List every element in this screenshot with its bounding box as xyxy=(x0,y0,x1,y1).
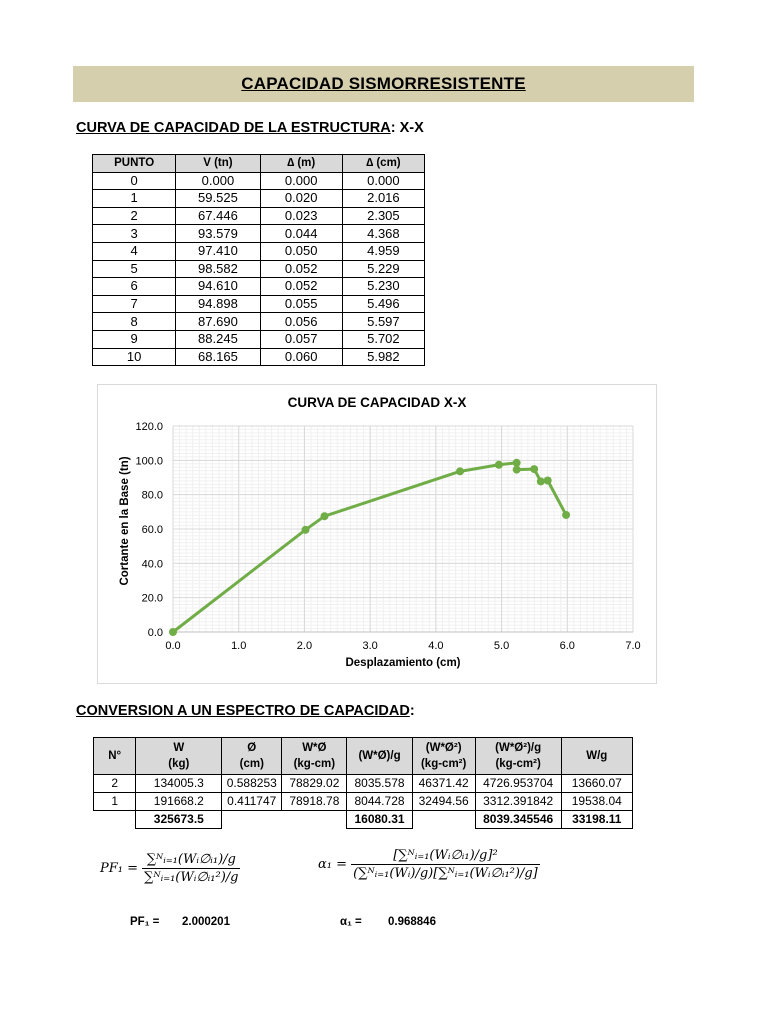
alpha-result-label: α₁ = xyxy=(340,916,362,928)
table-cell: 2 xyxy=(93,207,176,225)
table-cell: 10 xyxy=(93,348,176,366)
y-tick-label: 80.0 xyxy=(141,489,163,502)
table-row xyxy=(93,225,425,243)
title-banner xyxy=(73,66,694,102)
chart-title: CURVA DE CAPACIDAD X-X xyxy=(287,395,467,410)
spectrum-heading xyxy=(76,703,415,719)
x-tick-label: 3.0 xyxy=(362,640,378,652)
y-tick-label: 60.0 xyxy=(141,524,163,536)
table-cell: 0.000 xyxy=(342,172,424,190)
column-header xyxy=(282,738,347,775)
table-row xyxy=(93,348,425,366)
header-line2: (kg-cm) xyxy=(293,758,336,770)
capacity-curve-heading-suffix: : X-X xyxy=(390,120,424,136)
table-row xyxy=(93,190,425,208)
table-cell: 87.690 xyxy=(176,313,260,331)
y-tick-label: 20.0 xyxy=(141,592,163,605)
column-header xyxy=(94,738,136,775)
column-header: V (tn) xyxy=(176,155,260,173)
header-line1: W/g xyxy=(586,750,608,762)
capacity-chart xyxy=(97,384,657,684)
table-cell: 98.582 xyxy=(176,260,260,278)
table-row xyxy=(93,295,425,313)
data-point xyxy=(169,628,177,636)
x-tick-label: 1.0 xyxy=(231,640,247,652)
table-cell: 3 xyxy=(93,225,176,243)
table-cell: 19538.04 xyxy=(561,793,632,811)
table-cell: 97.410 xyxy=(176,242,260,260)
table-cell: 94.898 xyxy=(176,295,260,313)
y-tick-label: 120.0 xyxy=(135,421,163,433)
table-cell: 5.230 xyxy=(342,278,424,296)
table-header-row xyxy=(93,155,425,173)
data-point xyxy=(301,526,309,534)
alpha-formula-lhs: α₁ = xyxy=(318,857,348,872)
table-cell: 88.245 xyxy=(176,330,260,348)
column-header xyxy=(561,738,632,775)
column-header xyxy=(347,738,412,775)
pf-result-label: PF₁ = xyxy=(130,916,160,928)
table-cell: 0.050 xyxy=(260,242,342,260)
header-line2: (kg) xyxy=(168,758,190,770)
table-cell: 5.982 xyxy=(342,348,424,366)
pf-fraction xyxy=(142,852,240,885)
table-cell: 0.000 xyxy=(260,172,342,190)
table-cell: 7 xyxy=(93,295,176,313)
x-axis-label: Desplazamiento (cm) xyxy=(345,657,461,669)
header-line2: (kg-cm²) xyxy=(495,758,541,770)
data-point xyxy=(562,511,570,519)
table-cell: 2.016 xyxy=(342,190,424,208)
table-cell: 0.023 xyxy=(260,207,342,225)
pf-result-value: 2.000201 xyxy=(182,916,230,928)
table-cell: 0.056 xyxy=(260,313,342,331)
table-cell: 191668.2 xyxy=(136,793,222,811)
y-tick-label: 0.0 xyxy=(147,627,163,639)
table-cell: 0.044 xyxy=(260,225,342,243)
table-cell: 0.000 xyxy=(176,172,260,190)
table-cell: 0.057 xyxy=(260,330,342,348)
header-line1: W xyxy=(173,742,185,754)
column-header: PUNTO xyxy=(93,155,176,173)
table-cell: 0.052 xyxy=(260,278,342,296)
table-cell: 8 xyxy=(93,313,176,331)
y-tick-label: 40.0 xyxy=(141,558,163,571)
pf-denominator: ∑ᴺᵢ₌₁(Wᵢ∅ᵢ₁²)/g xyxy=(144,870,239,885)
total-wphi2-g: 8039.345546 xyxy=(475,811,561,829)
table-cell: 1 xyxy=(94,793,136,811)
data-point xyxy=(530,465,538,473)
total-w-g: 33198.11 xyxy=(561,811,632,829)
capacity-table-body xyxy=(93,172,425,366)
table-cell: 8044.728 xyxy=(347,793,412,811)
data-point xyxy=(544,477,552,485)
table-cell: 3312.391842 xyxy=(475,793,561,811)
table-header-row xyxy=(94,738,633,775)
table-row xyxy=(93,278,425,296)
x-tick-label: 0.0 xyxy=(165,640,181,652)
column-header xyxy=(475,738,561,775)
x-tick-label: 7.0 xyxy=(625,640,641,652)
table-cell: 4 xyxy=(93,242,176,260)
data-point xyxy=(513,459,521,467)
capacity-curve-heading-text: CURVA DE CAPACIDAD DE LA ESTRUCTURA xyxy=(76,120,391,136)
data-point xyxy=(537,477,545,485)
table-cell: 2.305 xyxy=(342,207,424,225)
spectrum-table xyxy=(93,737,633,829)
x-tick-label: 5.0 xyxy=(493,640,510,652)
column-header: ∆ (cm) xyxy=(342,155,424,173)
column-header xyxy=(222,738,282,775)
table-cell: 0.588253 xyxy=(222,775,282,793)
table-cell: 5 xyxy=(93,260,176,278)
table-cell: 59.525 xyxy=(176,190,260,208)
y-axis-label: Cortante en la Base (tn) xyxy=(119,456,131,586)
header-line2: (kg-cm²) xyxy=(420,758,467,770)
spectrum-heading-text: CONVERSION A UN ESPECTRO DE CAPACIDAD xyxy=(76,703,410,719)
table-cell: 46371.42 xyxy=(412,775,475,793)
totals-row xyxy=(94,811,633,829)
table-row xyxy=(93,260,425,278)
header-line1: N° xyxy=(108,750,122,762)
table-cell: 94.610 xyxy=(176,278,260,296)
x-tick-label: 4.0 xyxy=(428,640,444,652)
table-cell: 5.496 xyxy=(342,295,424,313)
table-cell: 13660.07 xyxy=(561,775,632,793)
table-cell: 4726.953704 xyxy=(475,775,561,793)
data-point xyxy=(456,467,464,475)
x-tick-label: 2.0 xyxy=(296,640,313,652)
capacity-table xyxy=(92,154,425,366)
data-point xyxy=(495,461,503,469)
alpha-denominator: (∑ᴺᵢ₌₁(Wᵢ)/g)[∑ᴺᵢ₌₁(Wᵢ∅ᵢ₁²)/g] xyxy=(353,866,538,881)
capacity-chart-svg xyxy=(98,385,656,683)
empty-cell xyxy=(282,811,347,829)
table-cell: 0.020 xyxy=(260,190,342,208)
header-line1: Ø xyxy=(247,742,257,754)
table-cell: 4.368 xyxy=(342,225,424,243)
alpha-result-value: 0.968846 xyxy=(388,916,436,928)
table-cell: 5.229 xyxy=(342,260,424,278)
capacity-curve-heading xyxy=(76,120,424,136)
table-cell: 2 xyxy=(94,775,136,793)
alpha-formula xyxy=(318,848,540,881)
table-cell: 0 xyxy=(93,172,176,190)
empty-cell xyxy=(94,811,136,829)
table-cell: 93.579 xyxy=(176,225,260,243)
table-row xyxy=(94,775,633,793)
page-title: CAPACIDAD SISMORRESISTENTE xyxy=(241,74,526,93)
empty-cell xyxy=(222,811,282,829)
table-cell: 5.597 xyxy=(342,313,424,331)
column-header xyxy=(412,738,475,775)
spectrum-heading-suffix: : xyxy=(409,703,415,719)
table-row xyxy=(93,313,425,331)
header-line1: W*Ø xyxy=(302,742,327,754)
pf-numerator: ∑ᴺᵢ₌₁(Wᵢ∅ᵢ₁)/g xyxy=(142,852,240,869)
data-point xyxy=(513,466,521,474)
pf-formula-lhs: PF₁ = xyxy=(100,861,139,876)
table-row xyxy=(93,207,425,225)
column-header: ∆ (m) xyxy=(260,155,342,173)
table-cell: 0.411747 xyxy=(222,793,282,811)
pf-formula xyxy=(100,852,240,885)
table-cell: 9 xyxy=(93,330,176,348)
table-cell: 67.446 xyxy=(176,207,260,225)
table-cell: 68.165 xyxy=(176,348,260,366)
column-header xyxy=(136,738,222,775)
table-cell: 5.702 xyxy=(342,330,424,348)
total-w: 325673.5 xyxy=(136,811,222,829)
data-point xyxy=(320,512,328,520)
table-row xyxy=(93,242,425,260)
table-cell: 32494.56 xyxy=(412,793,475,811)
header-line1: (W*Ø²)/g xyxy=(495,742,542,754)
table-cell: 78829.02 xyxy=(282,775,347,793)
table-cell: 0.052 xyxy=(260,260,342,278)
table-cell: 4.959 xyxy=(342,242,424,260)
table-cell: 6 xyxy=(93,278,176,296)
table-cell: 8035.578 xyxy=(347,775,412,793)
x-tick-label: 6.0 xyxy=(559,640,575,652)
y-tick-label: 100.0 xyxy=(135,455,163,468)
table-row xyxy=(93,330,425,348)
header-line1: (W*Ø)/g xyxy=(358,750,401,762)
alpha-numerator: [∑ᴺᵢ₌₁(Wᵢ∅ᵢ₁)/g]² xyxy=(351,848,540,865)
table-cell: 0.060 xyxy=(260,348,342,366)
total-wphi-g: 16080.31 xyxy=(347,811,412,829)
alpha-fraction xyxy=(351,848,540,881)
table-cell: 0.055 xyxy=(260,295,342,313)
table-row xyxy=(93,172,425,190)
header-line2: (cm) xyxy=(239,758,264,770)
table-cell: 78918.78 xyxy=(282,793,347,811)
header-line1: (W*Ø²) xyxy=(425,742,462,754)
table-cell: 134005.3 xyxy=(136,775,222,793)
empty-cell xyxy=(412,811,475,829)
table-row xyxy=(94,793,633,811)
table-cell: 1 xyxy=(93,190,176,208)
